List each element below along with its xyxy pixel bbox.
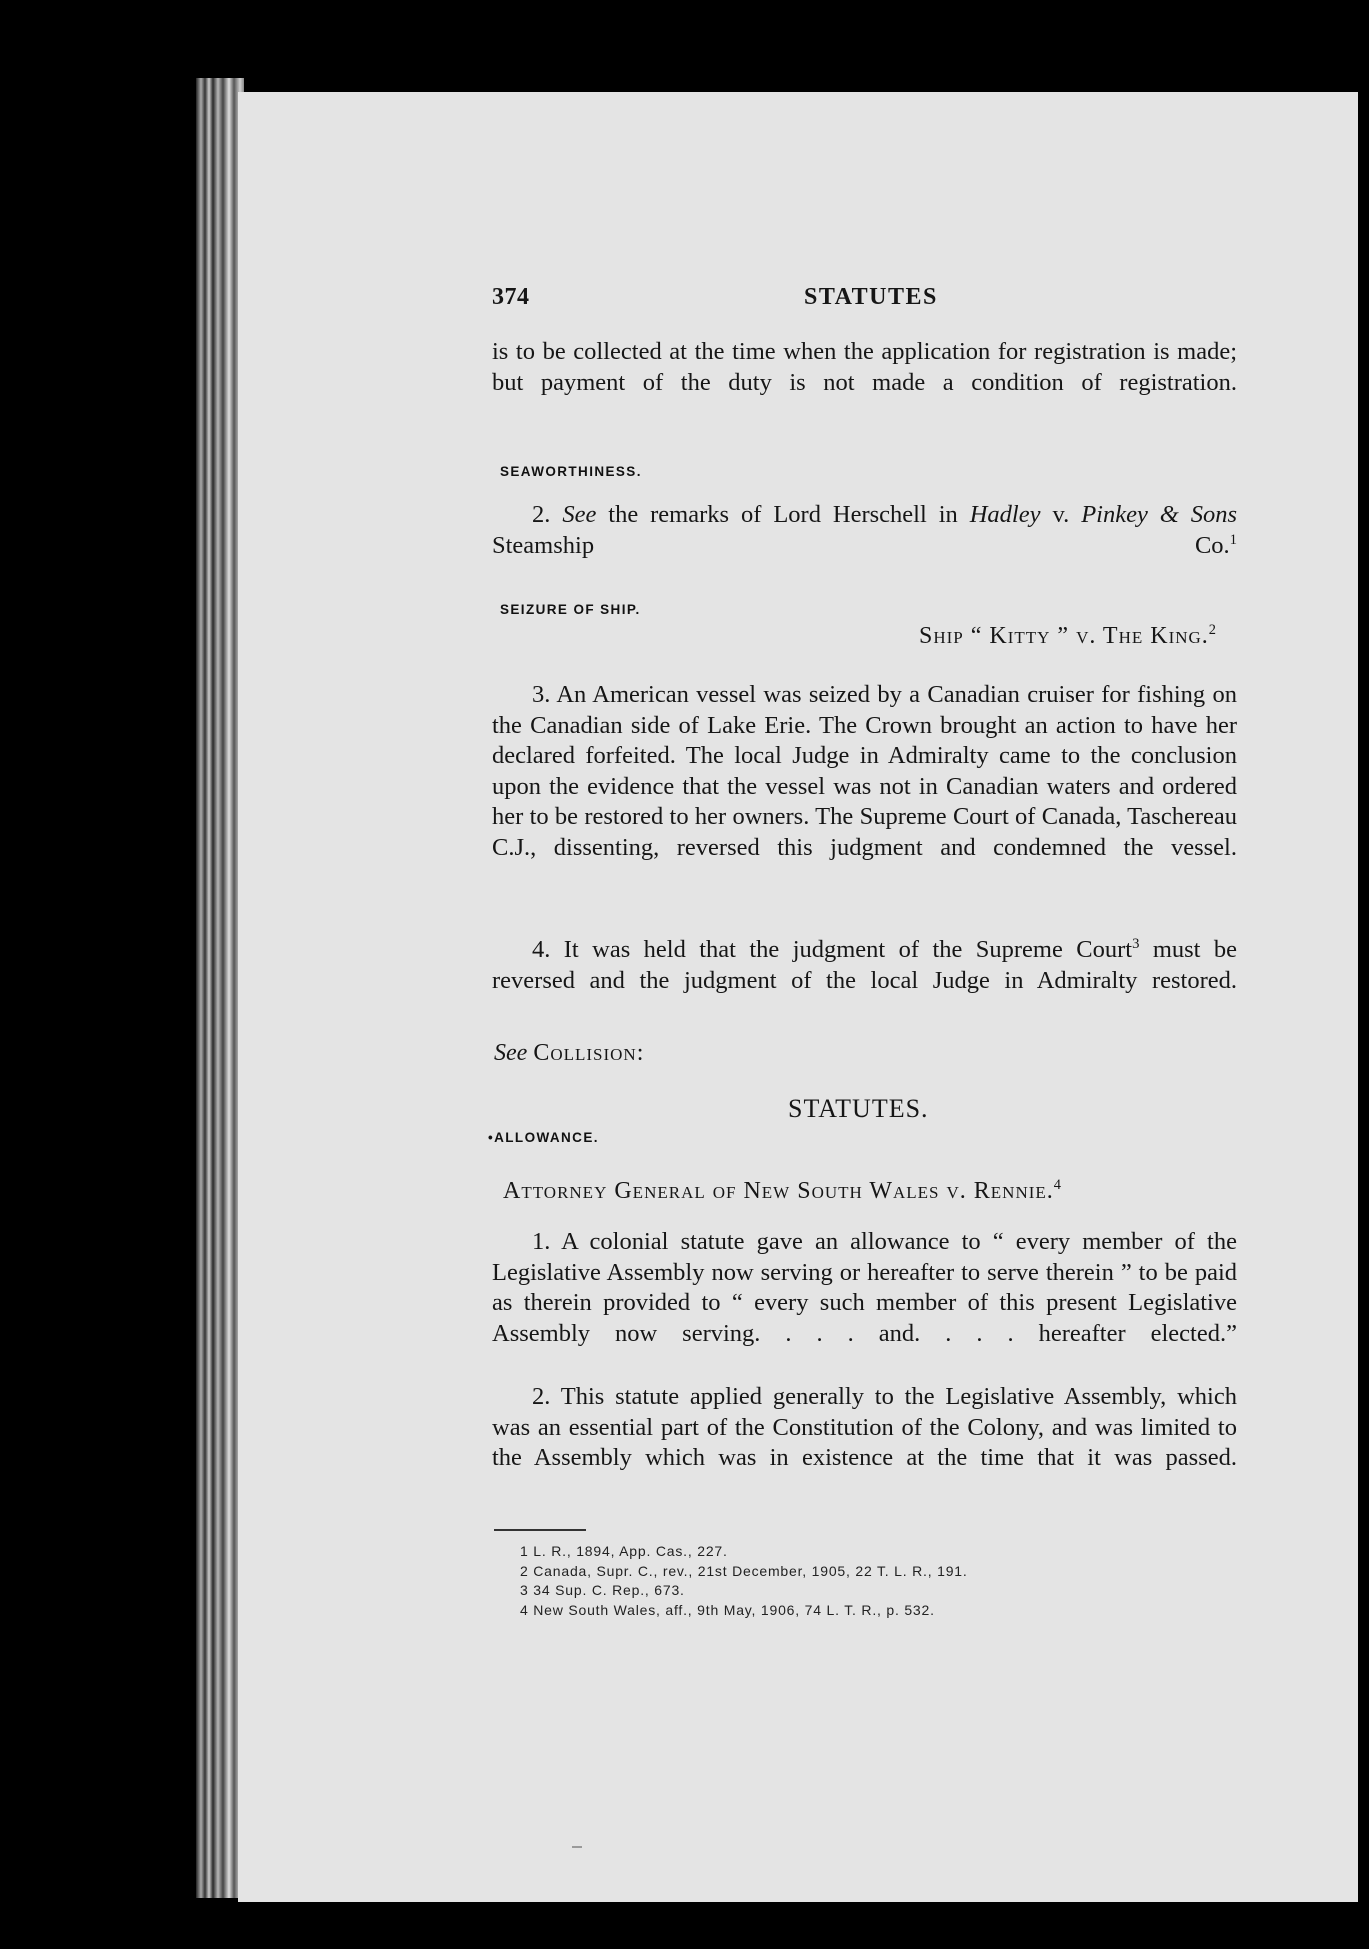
see-also-collision: See Collision:: [494, 1040, 645, 1066]
paragraph-seaworthiness: 2. See the remarks of Lord Herschell in Hadley v. Pinkey & Sons Steamship Co.$^1$: [492, 501, 1237, 559]
footnote-rule: [494, 1529, 586, 1531]
running-head: STATUTES: [804, 284, 938, 310]
paragraph-4: 4. It was held that the judgment of the Supreme Court$^3$ must be reversed and the judgment of the local Judge in Admiralty restored.: [492, 935, 1237, 994]
footnote-ref-3: 3: [1132, 935, 1140, 952]
page-number: 374: [492, 284, 530, 310]
paragraph-continued: is to be collected at the time when the application for registration is made; but payment of the duty is not made a condition of registration.: [492, 338, 1237, 396]
paragraph-statute-2: 2. This statute applied generally to the Legislative Assembly, which was an essential part of the Constitution of the Colony, and was limited to the Assembly which was in existence at the time that it was passed.: [492, 1383, 1237, 1471]
footnote-1: 1 L. R., 1894, App. Cas., 227.: [520, 1543, 728, 1559]
paragraph-3: 3. An American vessel was seized by a Canadian cruiser for fishing on the Canadian side of Lake Erie. The Crown brought an action to have her declared forfeited. The local Judge in Admiralty came to the conclusion upon the evidence that the vessel was not in Canadian waters and ordered her to be restored to her owners. The Supreme Court of Canada, Taschereau C.J., dissenting, reversed this judgment and condemned the vessel.: [492, 681, 1237, 861]
footnote-ref-1: 1: [1229, 531, 1237, 548]
page-speck: [572, 1846, 582, 1848]
page-header: [492, 284, 1237, 318]
sidenote-seizure-of-ship: SEIZURE OF SHIP.: [500, 602, 641, 617]
footnote-4: 4 New South Wales, aff., 9th May, 1906, 74 L. T. R., p. 532.: [520, 1601, 935, 1618]
book-binding-edge: [196, 78, 244, 1898]
sidenote-allowance: •ALLOWANCE.: [488, 1130, 599, 1145]
case-title-kitty: Ship “ Kitty ” v. The King.$^2$: [919, 622, 1217, 649]
paragraph-statute-1: 1. A colonial statute gave an allowance to “ every member of the Legislative Assembly now serving or hereafter to serve therein ” to be paid as therein provided to “ every such member of this present Legislative Assembly now serving. . . . and. . . . hereafter elected.”: [492, 1228, 1237, 1347]
see-ref: See: [562, 501, 597, 528]
footnotes: [520, 1542, 1220, 1620]
case-name-hadley: Hadley: [969, 501, 1041, 528]
sidenote-seaworthiness: SEAWORTHINESS.: [500, 464, 642, 479]
footnote-3: 3 34 Sup. C. Rep., 673.: [520, 1582, 685, 1598]
case-title-rennie: Attorney General of New South Wales v. Rennie.$^4$: [503, 1177, 1062, 1204]
para-number: 2.: [532, 501, 551, 528]
case-name-pinkey: Pinkey & Sons: [1081, 501, 1237, 528]
footnote-2: 2 Canada, Supr. C., rev., 21st December, 1905, 22 T. L. R., 191.: [520, 1562, 968, 1579]
section-title: STATUTES.: [788, 1094, 929, 1123]
